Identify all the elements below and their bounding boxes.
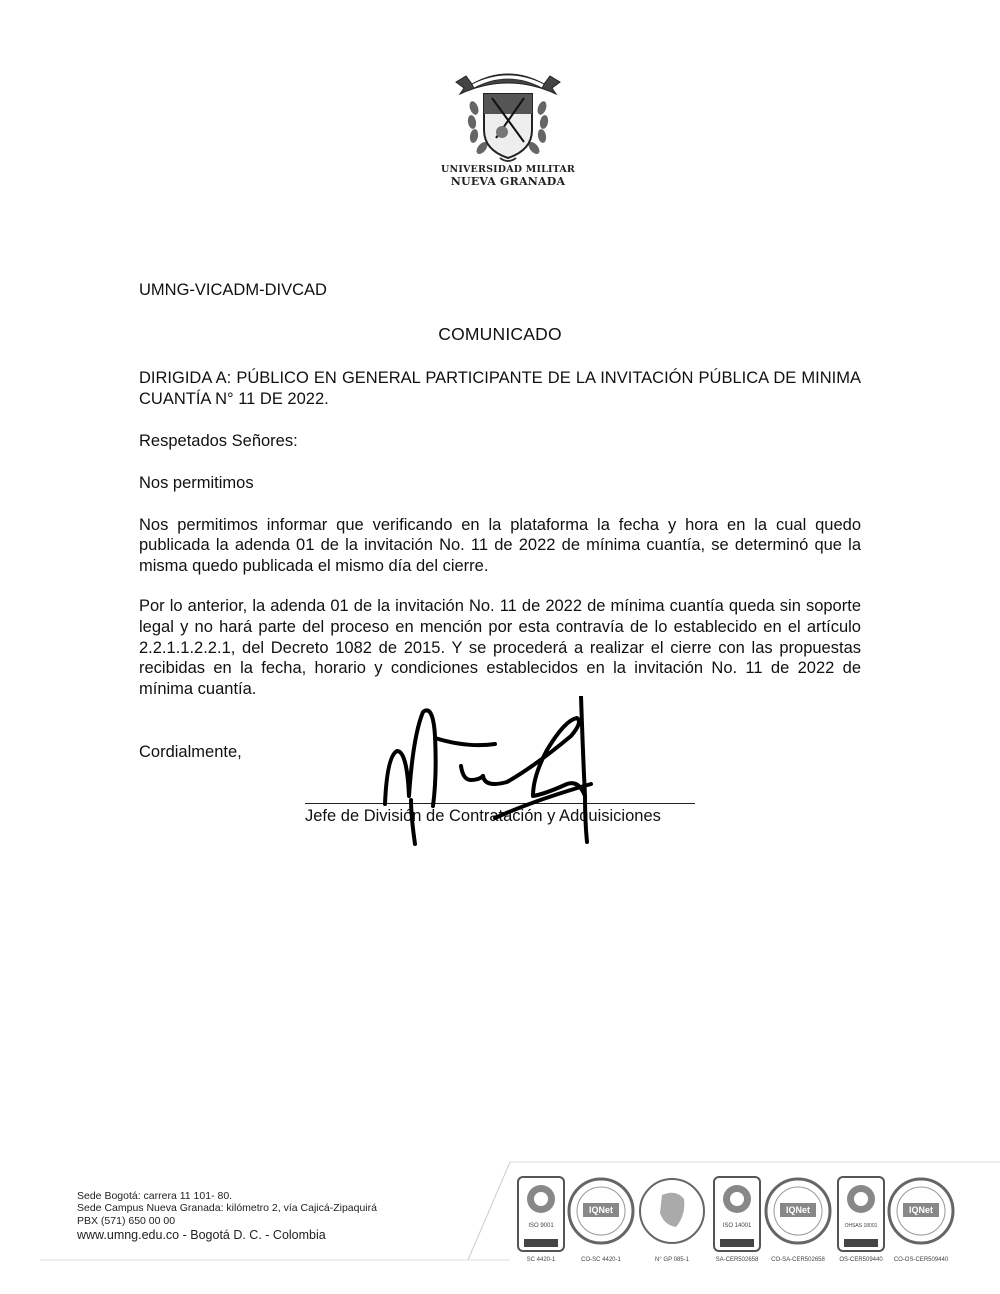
directed-to: DIRIGIDA A: PÚBLICO EN GENERAL PARTICIPANTE DE LA INVITACIÓN PÚBLICA DE MINIMA CUANTÍA N° 11 DE 2022. [139,369,861,408]
certification-seals [516,1175,956,1265]
cert-code-7: CO-OS-CER509440 [893,1257,949,1263]
colombia-map-seal [640,1179,704,1263]
cert-label-5: IQNet [785,1205,811,1215]
cert-code-2: CO-SC 4420-1 [581,1257,621,1263]
document-title: COMUNICADO [438,323,562,344]
university-name [430,164,586,188]
paragraph-1: Nos permitimos informar que verificando en la plataforma la fecha y hora en la cual quedo publicada la adenda 01 de la invitación No. 11 de 2022 de mínima cuantía, se determinó que la misma quedo publicada el mismo día del cierre. [139,515,861,575]
iqnet-seal-3 [889,1179,953,1263]
iqnet-seal-1 [569,1179,633,1263]
cert-label-6: OHSAS 18001 [844,1223,878,1229]
cert-code-6: OS-CER509440 [839,1257,883,1263]
cert-label-1: ISO 9001 [528,1223,554,1229]
footer-address-1: Sede Bogotá: carrera 11 101- 80. [77,1190,233,1202]
footer-contact [77,1190,377,1243]
cert-code-4: SA-CER502658 [715,1257,759,1263]
cert-code-5: CO-SA-CER502658 [771,1257,825,1263]
cert-label-2: IQNet [588,1205,614,1215]
cert-label-7: IQNet [908,1205,934,1215]
university-name-line2: NUEVA GRANADA [450,175,566,188]
cert-code-3: N° GP 085-1 [655,1257,689,1263]
salutation: Respetados Señores: [139,432,298,451]
iqnet-seal-2 [766,1179,830,1263]
iso-14001-seal [714,1177,760,1263]
signer-title: Jefe de División de Contratación y Adquisiciones [305,807,661,825]
ohsas-18001-seal [838,1177,884,1263]
footer-phone: PBX (571) 650 00 00 [77,1214,176,1227]
iso-9001-seal [518,1177,564,1263]
letter-body [139,280,861,719]
cert-code-1: SC 4420-1 [526,1257,556,1263]
cert-label-4: ISO 14001 [722,1223,752,1229]
university-name-line1: UNIVERSIDAD MILITAR [440,164,576,175]
handwritten-signature [375,696,620,846]
intro-line: Nos permitimos [139,473,254,492]
footer-website[interactable]: www.umng.edu.co - Bogotá D. C. - Colombia [77,1228,326,1243]
reference-code: UMNG-VICADM-DIVCAD [139,281,327,299]
paragraph-2: Por lo anterior, la adenda 01 de la invitación No. 11 de 2022 de mínima cuantía queda sin soporte legal y no hará parte del proceso en mención por esta contravía de lo establecido en el artículo 2.2.1.1.2.2.1, del Decreto 1082 de 2015. Y se procederá a realizar el cierre con las propuestas recibidas en la fecha, horario y condiciones establecidos en la invitación No. 11 de 2022 de mínima cuantía. [139,597,861,698]
footer-address-2: Sede Campus Nueva Granada: kilómetro 2, vía Cajicá-Zipaquirá [77,1202,377,1215]
closing: Cordialmente, [139,743,242,761]
